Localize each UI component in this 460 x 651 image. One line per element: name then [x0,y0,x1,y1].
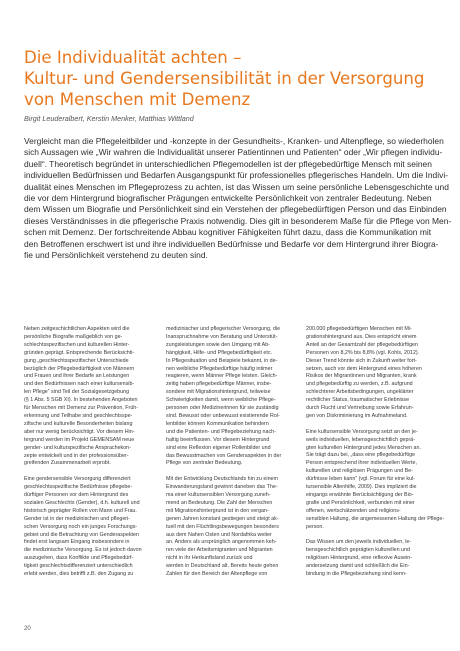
column-line: kulturellen und religiösen Prägungen und Be- [306,468,413,475]
paragraph-gap [166,468,292,476]
column-line: schlechtsspezifischen und kulturellen Hinter- [24,341,130,348]
column-line: schen Versorgung noch ein junges Forschungs- [24,523,138,530]
paragraph-gap [306,421,436,429]
title-line: Kultur- und Gendersensibilität in der Versorgung [24,68,425,88]
lead-line: den Betroffenen erschwert ist und ihre individuellen Bedürfnisse und Bedarfe vor dem Hintergrund ihrer Biogra- [24,238,439,249]
column-line: Neben zeitgeschichtlichen Aspekten wird die [24,326,130,332]
title-line: von Menschen mit Demenz [24,89,251,109]
column-line: sozialen Geschlechts (Gender), d.h. kulturell und [24,499,140,506]
column-line: Schwierigkeiten damit, wenn weibliche Pflege- [166,397,276,404]
column-line: tergrund werden im Projekt GEMENSAM neue [24,436,135,443]
column-line: 200.000 pflegebedürftigen Menschen mit Mi- [306,326,412,332]
column-line: Personen von 8,2% bis 8,8% (vgl. Kohls, 2012). [306,349,420,356]
body-column-3 [306,326,445,579]
lead-line: dieses Verständnisses in die pflegerische Praxis notwendig. Dies gilt in besonderem Maße für die Pflege von Men- [24,215,452,226]
column-line: sind eine Reflexion eigener Rollenbilder und [166,444,271,451]
column-line: zifische und kulturelle Besonderheiten bislang [24,420,133,427]
page-number: 20 [24,626,31,632]
column-line: personen oder Medizinerinnen für sie zuständig [166,405,279,412]
column-line: zungsleistungen sowie den Umgang mit Ab- [166,341,270,348]
column-line: Gender ist in der medizinischen und pflegeri- [24,515,131,522]
column-line: gender- und kulturspezifische Ansprachekon- [24,444,131,451]
column-line: für Menschen mit Demenz zur Prävention, Früh- [24,405,139,412]
column-line: ren viele der Arbeitsmigranten und Migranten [166,547,273,554]
lead-line: schen mit Demenz. Der fortschreitende Abbau kognitiver Fähigkeiten führt dazu, dass die Kommunikation mit [24,227,432,238]
column-line: die medizinische Versorgung. Es ist jedoch davon [24,547,142,554]
column-line: und Frauen und ihrer Bedarfe an Leistungen [24,373,130,380]
body-column-2 [166,326,292,579]
column-line: und die Patienten- und Pflegebeziehung nach- [166,428,276,435]
article-authors: Birgit Leuderalbert, Kerstin Menker, Matthias Wittland [24,114,194,123]
column-line: Eine kultursensible Versorgung setzt an den je- [306,428,418,435]
column-line: dürfnisse leben kann“ (vgl. Forum für eine kul- [306,476,416,483]
column-line: hängigkeit, Hilfe- und Pflegebedürftigkeit etc. [166,349,273,356]
column-line: Inanspruchnahme von Beratung und Unterstüt- [166,333,278,340]
column-line: grationshintergrund aus. Dies entspricht einem [306,333,417,340]
column-line: gten kulturellen Hintergrund jedes Menschen an. [306,444,421,451]
column-line: nen weibliche Pflegebedürftige häufig intimer [166,365,273,372]
column-line: an. Anders als ursprünglich angenommen keh- [166,539,277,546]
column-line: Dieser Trend könnte sich in Zukunft weiter fort- [306,357,417,364]
column-line: weils individuellen, lebensgeschichtlich geprä- [306,436,416,443]
lead-line: sich Aussagen wie „Wir wahren die Individualität unserer Patientinnen und Patienten“ oder „Wir pflegen individu- [24,147,443,158]
lead-paragraph [24,136,452,261]
column-line: dürftiger Personen vor dem Hintergrund des [24,492,129,499]
column-line: religiösen Hintergrund, eine reflexive Ausein- [306,555,413,562]
column-line: zeitig haben pflegebedürftige Männer, insbe- [166,381,272,388]
column-line: erkennung und Teilhabe sind geschlechtsspe- [24,412,133,419]
column-line: das Bewusstmachen von Genderaspekten in der [166,452,282,459]
column-line: gründen geprägt. Entsprechende Berücksichti- [24,349,135,356]
column-line: auszugehen, dass Konflikte und Pflegebedürf- [24,555,134,562]
column-line: zepte entwickelt und in der professionsüber- [24,452,129,459]
column-line: ma einer kultursensiblen Versorgung zuneh- [166,492,271,499]
column-line: genen Jahren konstant gestiegen und steigt ak- [166,515,279,522]
column-line: aus dem Nahen Osten und Nordafrika weiter [166,531,272,538]
paragraph-gap [306,532,436,540]
column-line: tuell mit den Flüchtlingsbewegungen besonders [166,523,279,530]
column-line: haltig beeinflussen. Vor diesem Hintergrund [166,436,270,443]
column-line: werden in Deutschland alt. Bereits heute gehen [166,563,279,570]
column-line: Person entsprechend ihrer individuellen Werte, [306,460,417,467]
lead-line: Vergleicht man die Pflegeleitbilder und -konzepte in der Gesundheits-, Kranken- und Altenpflege, so wiederholen [24,136,444,146]
lead-line: die vor dem Hintergrund biografischer Prägungen entwickelte Persönlichkeit von zentraler Bedeutung. Neben [24,193,432,204]
column-line: aber nur wenig berücksichtigt. Vor diesem Hin- [24,428,135,435]
column-line: und den Bedürfnissen nach einer kultursensib- [24,381,135,388]
column-line: erlebt werden, dies betrifft z.B. den Zugang zu [24,571,134,578]
article-title [24,48,444,110]
column-line: Das Wissen um den jeweils individuellen, le- [306,539,412,546]
paragraph-gap [24,468,150,476]
column-line: In Pflegesituation und Beispiele bekannt, in de- [166,357,278,364]
column-line: Risikos der Migrantinnen und Migranten, krank [306,373,417,380]
column-line: (§ 1 Abs. 5 SGB XI). In bestehenden Angeboten [24,397,138,404]
lead-line: individuellen Bedürfnissen und Bedarfen Ausgangspunkt für professionelles pflegerisches Handeln. Um die Indivi- [24,170,449,181]
column-line: bezüglich der Pflegebedürftigkeit von Männern [24,365,135,372]
lead-line: dem Wissen um Biografie und Persönlichkeit sind ein Verstehen der pflegebedürftigen Person und das Einbinden [24,204,447,215]
lead-line: duell“. Theoretisch begründet in unterschiedlichen Pflegemodellen ist der pflegebedürftige Mensch mit seinen [24,158,432,169]
column-line: historisch geprägter Rollen von Mann und Frau. [24,507,137,514]
column-line: tigkeit geschlechtsdifferenziert unterschiedlich [24,563,133,570]
column-line: mit Migrationshintergrund ist in den vergan- [166,507,269,514]
column-line: sensiblen Haltung, die angemessenen Haltung der Pflege- [306,515,445,522]
column-line: Zahlen für den Bereich der Altenpflege von [166,571,268,578]
column-line: Sie trägt dazu bei, „dass eine pflegebedürftige [306,452,416,459]
title-line: Die Individualität achten – [24,48,242,67]
column-line: Mit der Entwicklung Deutschlands hin zu einem [166,476,278,483]
column-line: mend an Bedeutung. Die Zahl der Menschen [166,499,273,506]
column-line: gung „geschlechtsspezifischer Unterschiede [24,357,129,364]
column-line: nicht in ihr Herkunftsland zurück und [166,555,253,562]
column-line: greifenden Zusammenarbeit erprobt. [24,460,111,467]
column-line: Pflege von zentraler Bedeutung. [166,460,243,467]
column-line: findet erst langsam Eingang insbesondere in [24,539,130,546]
column-line: offenen, wertschätzenden und religions- [306,507,401,514]
column-line: Einwanderungsland gewinnt daneben das The- [166,484,278,491]
body-column-1 [24,326,150,579]
column-line: Anteil an der Gesamtzahl der pflegebedürftigen [306,341,418,348]
column-line: geschlechtsspezifische Bedürfnisse pflegebe- [24,484,133,491]
column-line: rechtlicher Status, traumatischer Erlebnisse [306,397,410,404]
column-line: sondere mit Migrationshintergrund, teilweise [166,389,271,396]
column-line: tursensible Altenhilfe, 2009). Dies impliziert die [306,484,417,491]
lead-line: dualität eines Menschen im Pflegeprozess zu achten, ist das Wissen um seine persönliche Lebensgeschichte und [24,181,449,192]
column-line: persönliche Biografie maßgeblich von ge- [24,333,123,340]
column-line: bindung in die Pflegebeziehung sind kenn- [306,571,407,578]
column-line: eingangs erwähnte Berücksichtigung der Bio- [306,492,414,499]
column-line: setzen, auch vor dem Hintergrund eines höheren [306,365,422,372]
lead-line: fie und Persönlichkeit verstehend zu deuten sind. [24,250,208,261]
column-line: gebiet und die Betrachtung von Genderaspekten [24,531,139,538]
column-line: medizinischer und pflegerischer Versorgung, die [166,326,281,332]
column-line: bensgeschichtlich geprägten kulturellen und [306,547,410,554]
column-line: reagieren, wenn Männer Pflege leisten. Gleich- [166,373,278,380]
column-line: und pflegebedürftig zu werden, z.B. aufgrund [306,381,413,388]
column-line: Eine gendersensible Versorgung differenziert [24,476,131,483]
column-line: grafie und Persönlichkeit, verbunden mit einer [306,499,415,506]
column-line: sind. Bewusst oder unbewusst existierende Rol- [166,412,280,419]
column-line: person. [306,523,324,530]
column-line: durch Flucht und Vertreibung sowie Erfahrun- [306,405,414,412]
column-line: lenbilder können Kommunikation behindern [166,420,269,427]
column-line: schlechterer Arbeitsbedingungen, ungeklärter [306,389,414,396]
column-line: gen von Diskriminierung im Aufnahmeland. [306,412,408,419]
column-line: len Pflege“ sind Teil der Sozialgesetzgebung [24,389,130,396]
column-line: andersetzung damit und schließlich die Ein- [306,563,410,570]
